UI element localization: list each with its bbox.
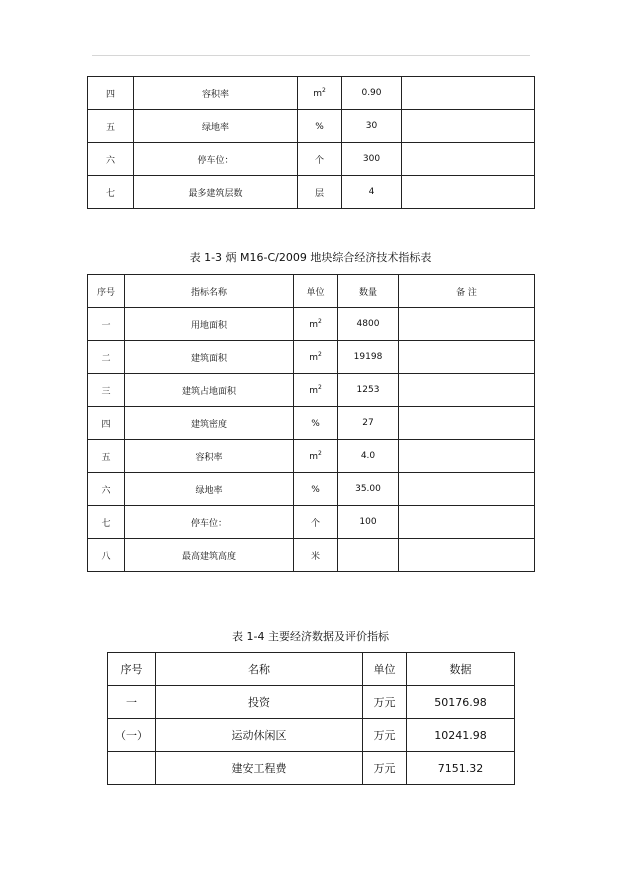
table-row — [88, 440, 535, 473]
unit-cell: 个 — [294, 506, 338, 539]
value-cell: 19198 — [338, 341, 399, 374]
row-number: 七 — [88, 176, 134, 209]
row-number: 八 — [88, 539, 125, 572]
table-row — [88, 308, 535, 341]
value-cell: 30 — [342, 110, 402, 143]
note-cell — [399, 506, 535, 539]
note-cell — [399, 440, 535, 473]
row-number: 六 — [88, 143, 134, 176]
unit-cell: $m^2$ — [294, 341, 338, 374]
value-cell — [338, 539, 399, 572]
indicator-name: 绿地率 — [125, 473, 294, 506]
table-row — [88, 539, 535, 572]
value-cell: 1253 — [338, 374, 399, 407]
note-cell — [399, 473, 535, 506]
indicator-name: 最多建筑层数 — [134, 176, 298, 209]
note-cell — [402, 143, 535, 176]
indicator-name: 容积率 — [125, 440, 294, 473]
note-cell — [402, 110, 535, 143]
unit-cell: 万元 — [363, 719, 407, 752]
header-value: 数量 — [338, 275, 399, 308]
item-name: 建安工程费 — [156, 752, 363, 785]
note-cell — [399, 407, 535, 440]
unit-cell: % — [298, 110, 342, 143]
note-cell — [399, 539, 535, 572]
value-cell: 4 — [342, 176, 402, 209]
table-row — [88, 506, 535, 539]
indicator-name: 停车位： — [134, 143, 298, 176]
table-row — [88, 473, 535, 506]
indicator-name: 建筑占地面积 — [125, 374, 294, 407]
table-header-row — [108, 653, 515, 686]
value-cell: 4.0 — [338, 440, 399, 473]
header-note: 备 注 — [399, 275, 535, 308]
note-cell — [399, 374, 535, 407]
value-cell: 100 — [338, 506, 399, 539]
unit-cell: % — [294, 473, 338, 506]
indicator-name: 用地面积 — [125, 308, 294, 341]
unit-cell: 米 — [294, 539, 338, 572]
note-cell — [399, 308, 535, 341]
header-unit: 单位 — [363, 653, 407, 686]
table-row — [88, 77, 535, 110]
table-row — [88, 110, 535, 143]
indicator-name: 停车位： — [125, 506, 294, 539]
unit-cell: 万元 — [363, 686, 407, 719]
note-cell — [402, 77, 535, 110]
unit-cell: $m^2$ — [294, 308, 338, 341]
value-cell: 35.00 — [338, 473, 399, 506]
row-number: 一 — [108, 686, 156, 719]
value-cell: 4800 — [338, 308, 399, 341]
table-row — [108, 719, 515, 752]
table-1-4-caption: 表 1-4 主要经济数据及评价指标 — [232, 630, 389, 643]
table-row — [88, 176, 535, 209]
row-number: （一） — [108, 719, 156, 752]
header-name: 指标名称 — [125, 275, 294, 308]
unit-cell: 个 — [298, 143, 342, 176]
unit-cell: % — [294, 407, 338, 440]
value-cell: 7151.32 — [407, 752, 515, 785]
unit-cell: $m^2$ — [294, 374, 338, 407]
table-row — [88, 143, 535, 176]
indicator-name: 最高建筑高度 — [125, 539, 294, 572]
row-number: 六 — [88, 473, 125, 506]
indicator-name: 绿地率 — [134, 110, 298, 143]
unit-cell: $m^2$ — [298, 77, 342, 110]
note-cell — [399, 341, 535, 374]
unit-cell: 万元 — [363, 752, 407, 785]
row-number: 三 — [88, 374, 125, 407]
table-row — [88, 341, 535, 374]
header-unit: 单位 — [294, 275, 338, 308]
header-no: 序号 — [88, 275, 125, 308]
table-1-4 — [107, 652, 515, 785]
row-number: 一 — [88, 308, 125, 341]
table-1-3-caption: 表 1-3 炳 M16-C/2009 地块综合经济技术指标表 — [189, 251, 432, 264]
value-cell: 0.90 — [342, 77, 402, 110]
value-cell: 27 — [338, 407, 399, 440]
table-row — [88, 407, 535, 440]
value-cell: 10241.98 — [407, 719, 515, 752]
indicator-name: 建筑面积 — [125, 341, 294, 374]
note-cell — [402, 176, 535, 209]
row-number: 七 — [88, 506, 125, 539]
value-cell: 300 — [342, 143, 402, 176]
row-number: 四 — [88, 407, 125, 440]
page-header-rule — [92, 55, 530, 56]
table-1-3 — [87, 274, 535, 572]
table-header-row — [88, 275, 535, 308]
item-name: 运动休闲区 — [156, 719, 363, 752]
table-row — [108, 686, 515, 719]
unit-cell: $m^2$ — [294, 440, 338, 473]
indicator-name: 容积率 — [134, 77, 298, 110]
table-1-2-continued — [87, 76, 535, 209]
table-row — [108, 752, 515, 785]
value-cell: 50176.98 — [407, 686, 515, 719]
header-name: 名称 — [156, 653, 363, 686]
indicator-name: 建筑密度 — [125, 407, 294, 440]
header-value: 数据 — [407, 653, 515, 686]
row-number: 五 — [88, 440, 125, 473]
item-name: 投资 — [156, 686, 363, 719]
row-number: 二 — [88, 341, 125, 374]
row-number — [108, 752, 156, 785]
table-row — [88, 374, 535, 407]
row-number: 四 — [88, 77, 134, 110]
unit-cell: 层 — [298, 176, 342, 209]
row-number: 五 — [88, 110, 134, 143]
header-no: 序号 — [108, 653, 156, 686]
